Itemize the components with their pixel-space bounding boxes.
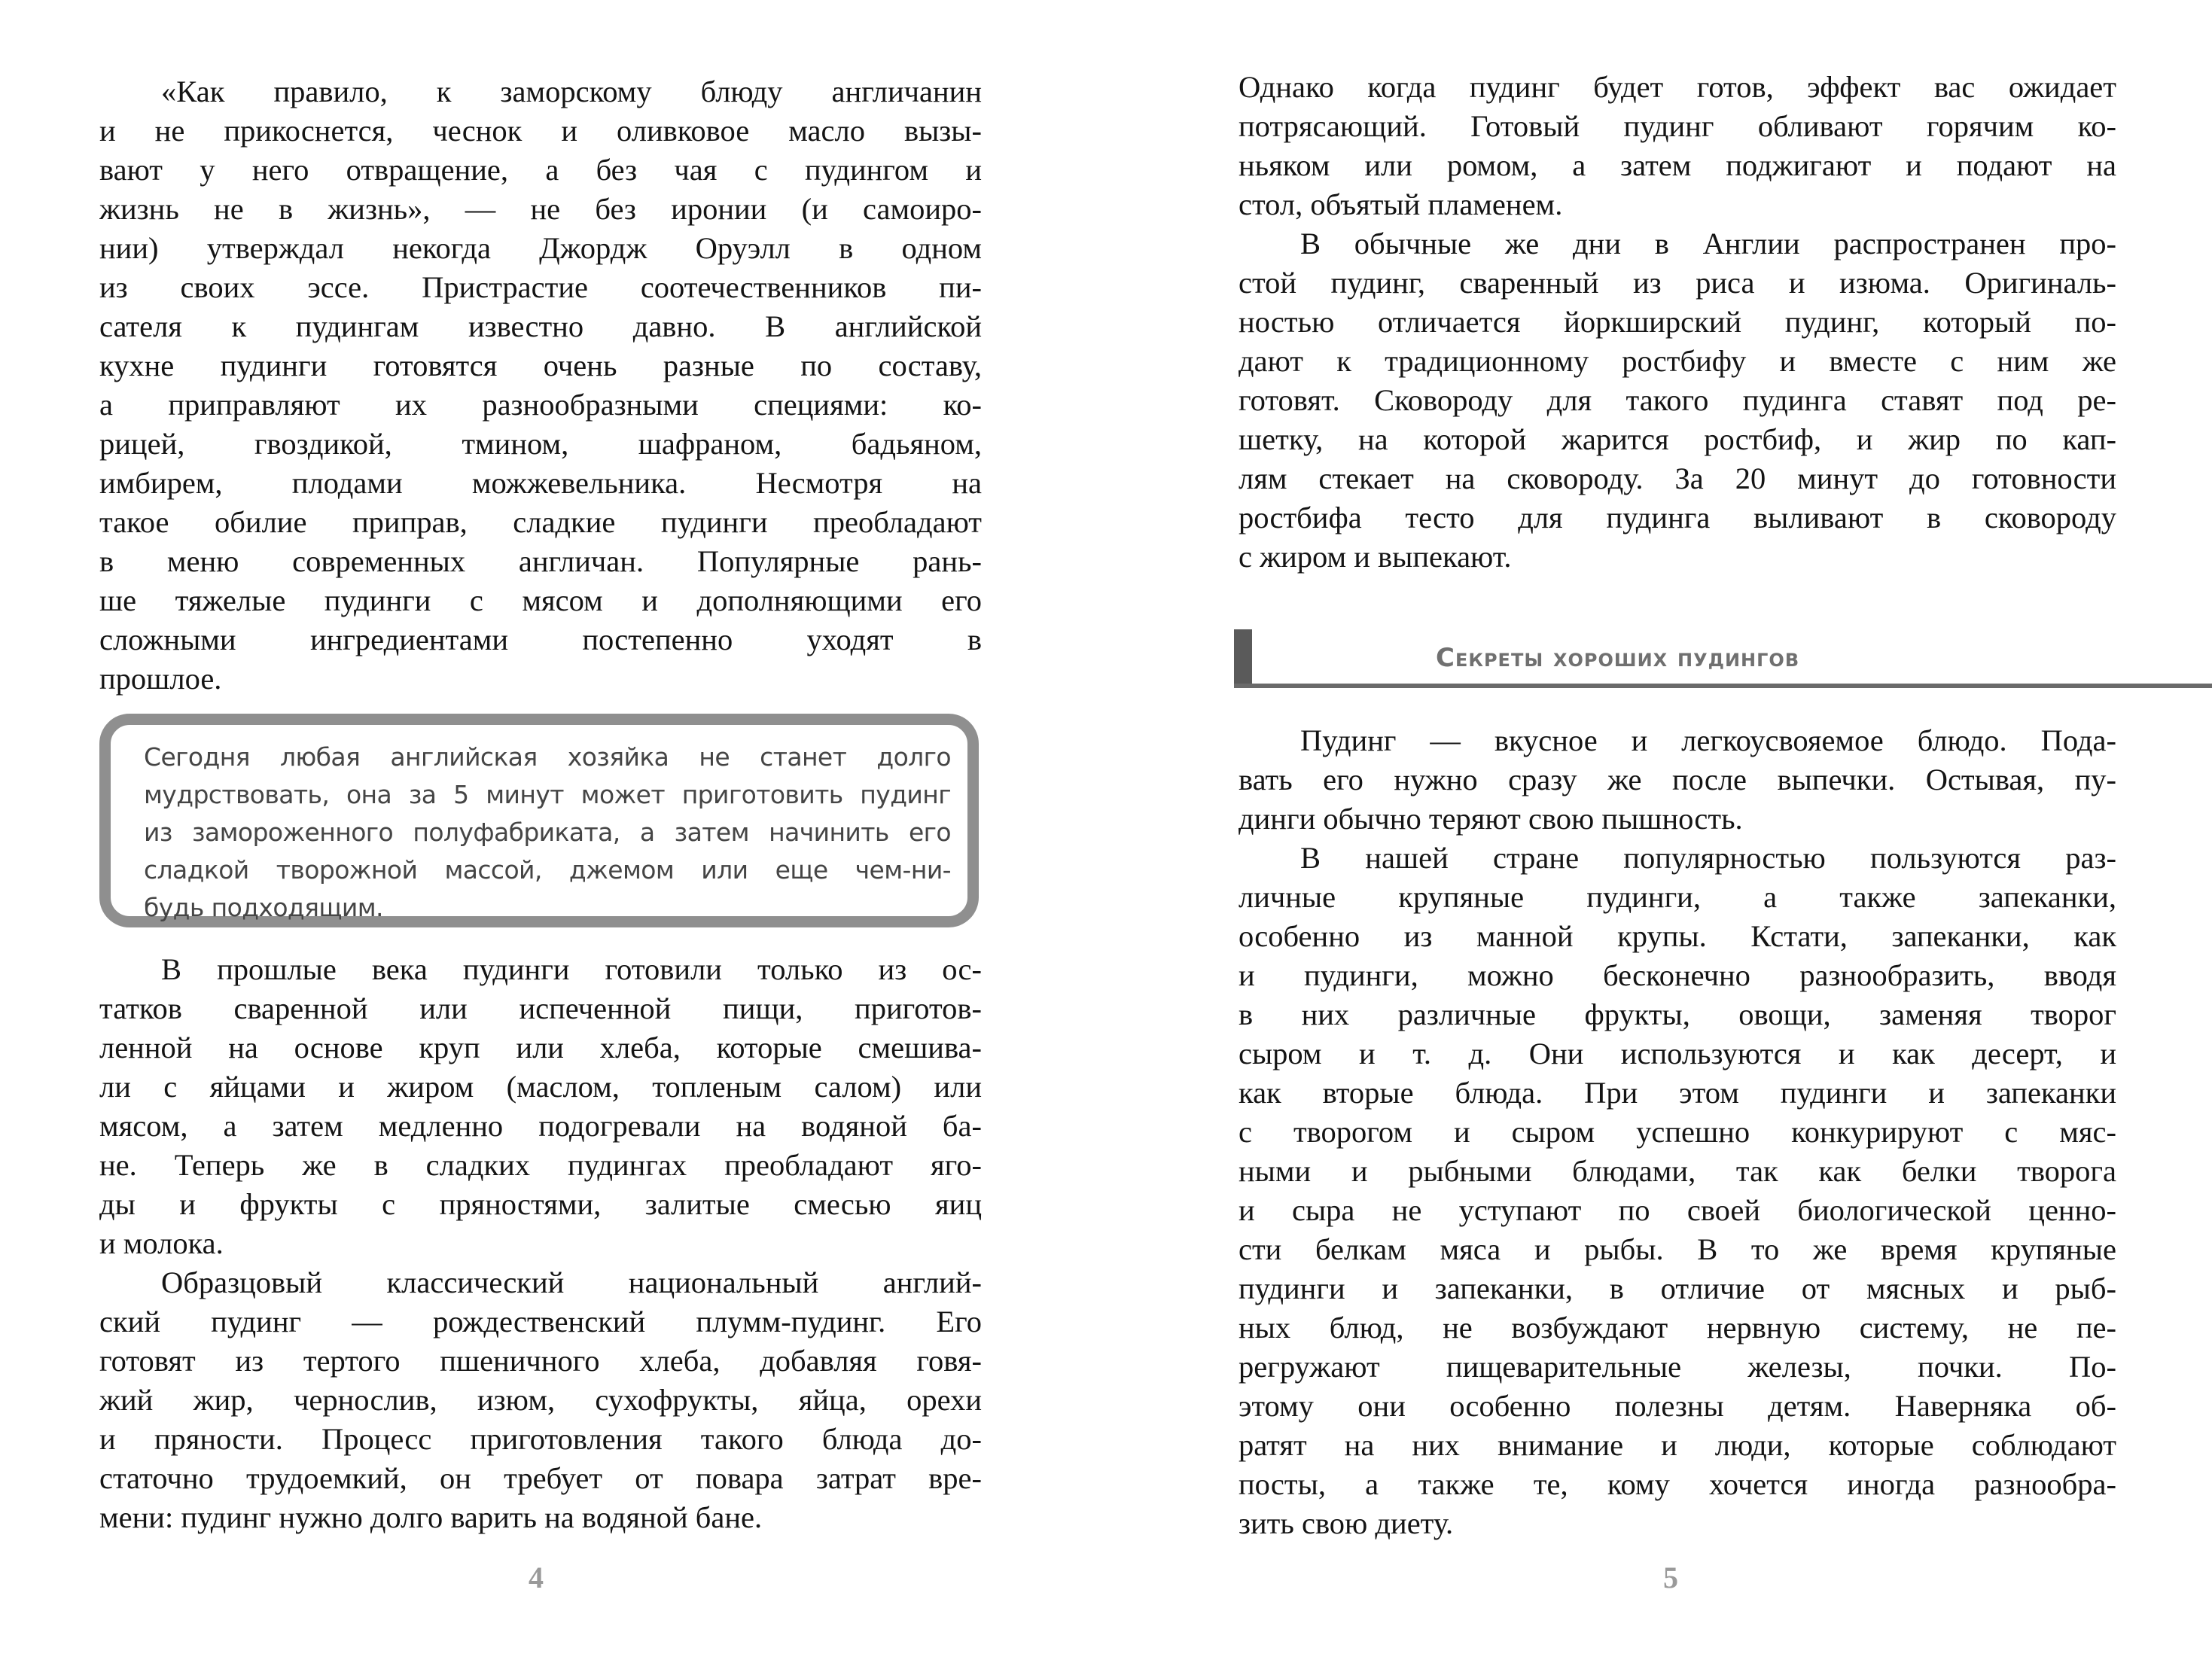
text-line: вать его нужно сразу же после выпечки. Остывая, пу- <box>1239 763 2116 796</box>
text-line: кухне пудинги готовятся очень разные по составу, <box>99 349 982 382</box>
text-line: ский пудинг — рождественский плумм-пудинг. Его <box>99 1305 982 1338</box>
text-line: шетку, на которой жарится ростбиф, и жир по кап- <box>1239 422 2116 456</box>
text-line: из замороженного полуфабриката, а затем начинить его <box>144 818 951 847</box>
section-heading <box>1234 629 2212 687</box>
text-line: особенно из манной крупы. Кстати, запеканки, как <box>1239 919 2116 953</box>
right-paragraph-yorkshire <box>1239 224 2116 577</box>
text-line: посты, а также те, кому хочется иногда разнообра- <box>1239 1467 2116 1501</box>
text-line: сыром и т. д. Они используются и как десерт, и <box>1239 1037 2116 1070</box>
text-line: нии) утверждал некогда Джордж Оруэлл в одном <box>99 231 982 265</box>
text-line: ше тяжелые пудинги с мясом и дополняющими его <box>99 583 982 617</box>
text-line: готовят. Сковороду для такого пудинга ставят под ре- <box>1239 383 2116 417</box>
text-line: и не прикоснется, чеснок и оливковое масло вызы- <box>99 114 982 148</box>
text-line: «Как правило, к заморскому блюду англичанин <box>161 75 982 108</box>
text-line: с творогом и сыром успешно конкурируют с мяс- <box>1239 1115 2116 1149</box>
text-line: Однако когда пудинг будет готов, эффект вас ожидает <box>1239 70 2116 104</box>
text-line: ными и рыбными блюдами, так как белки творога <box>1239 1154 2116 1188</box>
text-line: жий жир, чернослив, изюм, сухофрукты, яйца, орехи <box>99 1383 982 1417</box>
text-line: с жиром и выпекают. <box>1239 540 1512 574</box>
text-line: ных блюд, не возбуждают нервную систему, не пе- <box>1239 1311 2116 1345</box>
text-line: ньяком или ромом, а затем поджигают и подают на <box>1239 148 2116 182</box>
text-line: вают у него отвращение, а без чая с пудингом и <box>99 153 982 187</box>
section-heading-bar <box>1234 629 1252 685</box>
section-title: Секреты хороших пудингов <box>1436 643 1800 673</box>
text-line: В прошлые века пудинги готовили только из ос- <box>161 952 982 986</box>
text-line: как вторые блюда. При этом пудинги и запеканки <box>1239 1076 2116 1110</box>
text-line: Образцовый классический национальный англий- <box>161 1265 982 1299</box>
text-line: будь подходящим. <box>144 893 383 922</box>
text-line: В обычные же дни в Англии распространен про- <box>1300 227 2116 260</box>
text-line: ды и фрукты с пряностями, залитые смесью яиц <box>99 1187 982 1221</box>
text-line: и молока. <box>99 1226 224 1260</box>
callout-box <box>99 714 979 927</box>
text-line: этому они особенно полезны детям. Наверняка об- <box>1239 1389 2116 1423</box>
text-line: Пудинг — вкусное и легкоусвояемое блюдо. Пода- <box>1300 723 2116 757</box>
text-line: дают к традиционному ростбифу и вместе с ним же <box>1239 344 2116 378</box>
left-paragraph-history <box>99 950 982 1263</box>
text-line: динги обычно теряют свою пышность. <box>1239 802 1743 836</box>
text-line: жизнь не в жизнь», — не без иронии (и самоиро- <box>99 192 982 226</box>
text-line: потрясающий. Готовый пудинг обливают горячим ко- <box>1239 109 2116 143</box>
text-line: стой пудинг, сваренный из риса и изюма. Оригиналь- <box>1239 266 2116 300</box>
text-line: готовят из тертого пшеничного хлеба, добавляя говя- <box>99 1344 982 1378</box>
text-line: не. Теперь же в сладких пудингах преобладают яго- <box>99 1148 982 1182</box>
text-line: мудрствовать, она за 5 минут может приготовить пудинг <box>144 780 951 809</box>
text-line: мясом, а затем медленно подогревали на водяной ба- <box>99 1109 982 1143</box>
text-line: в меню современных англичан. Популярные рань- <box>99 544 982 578</box>
section-heading-rule <box>1234 684 2212 688</box>
right-page <box>1106 0 2212 1678</box>
text-line: Сегодня любая английская хозяйка не станет долго <box>144 742 951 772</box>
text-line: ленной на основе круп или хлеба, которые смешива- <box>99 1031 982 1064</box>
text-line: сателя к пудингам известно давно. В английской <box>99 309 982 343</box>
page-number-right: 5 <box>1663 1561 1678 1594</box>
text-line: стол, объятый пламенем. <box>1239 187 1563 221</box>
text-line: В нашей стране популярностью пользуются раз- <box>1300 841 2116 875</box>
text-line: ратят на них внимание и люди, которые соблюдают <box>1239 1428 2116 1462</box>
right-paragraph-intro <box>1239 721 2116 839</box>
text-line: мени: пудинг нужно долго варить на водяной бане. <box>99 1500 763 1534</box>
text-line: ностью отличается йоркширский пудинг, который по- <box>1239 305 2116 339</box>
text-line: в них различные фрукты, овощи, заменяя творог <box>1239 997 2116 1031</box>
text-line: лям стекает на сковороду. За 20 минут до готовности <box>1239 461 2116 495</box>
text-line: а приправляют их разнообразными специями: ко- <box>99 388 982 422</box>
page-number-left: 4 <box>529 1561 544 1594</box>
left-intro-paragraph <box>99 72 982 699</box>
text-line: ростбифа тесто для пудинга выливают в сковороду <box>1239 501 2116 534</box>
text-line: личные крупяные пудинги, а также запеканки, <box>1239 880 2116 914</box>
text-line: прошлое. <box>99 662 222 696</box>
text-line: пудинги и запеканки, в отличие от мясных и рыб- <box>1239 1271 2116 1305</box>
text-line: такое обилие приправ, сладкие пудинги преобладают <box>99 505 982 539</box>
text-line: и пряности. Процесс приготовления такого блюда до- <box>99 1422 982 1456</box>
text-line: из своих эссе. Пристрастие соотечественников пи- <box>99 270 982 304</box>
text-line: ли с яйцами и жиром (маслом, топленым салом) или <box>99 1070 982 1104</box>
text-line: и пудинги, можно бесконечно разнообразить, вводя <box>1239 958 2116 992</box>
text-line: сложными ингредиентами постепенно уходят в <box>99 623 982 656</box>
left-paragraph-plum-pudding <box>99 1263 982 1537</box>
text-line: сти белкам мяса и рыбы. В то же время крупяные <box>1239 1232 2116 1266</box>
right-paragraph-flambe <box>1239 68 2116 224</box>
right-paragraph-casseroles <box>1239 839 2116 1543</box>
text-line: сладкой творожной массой, джемом или еще чем-ни- <box>144 855 951 885</box>
text-line: татков сваренной или испеченной пищи, приготов- <box>99 991 982 1025</box>
text-line: регружают пищеварительные железы, почки. По- <box>1239 1350 2116 1384</box>
text-line: зить свою диету. <box>1239 1506 1454 1540</box>
text-line: и сыра не уступают по своей биологической ценно- <box>1239 1193 2116 1227</box>
text-line: статочно трудоемкий, он требует от повара затрат вре- <box>99 1461 982 1495</box>
text-line: имбирем, плодами можжевельника. Несмотря на <box>99 466 982 500</box>
text-line: рицей, гвоздикой, тмином, шафраном, бадьяном, <box>99 427 982 461</box>
callout-text <box>144 739 951 927</box>
